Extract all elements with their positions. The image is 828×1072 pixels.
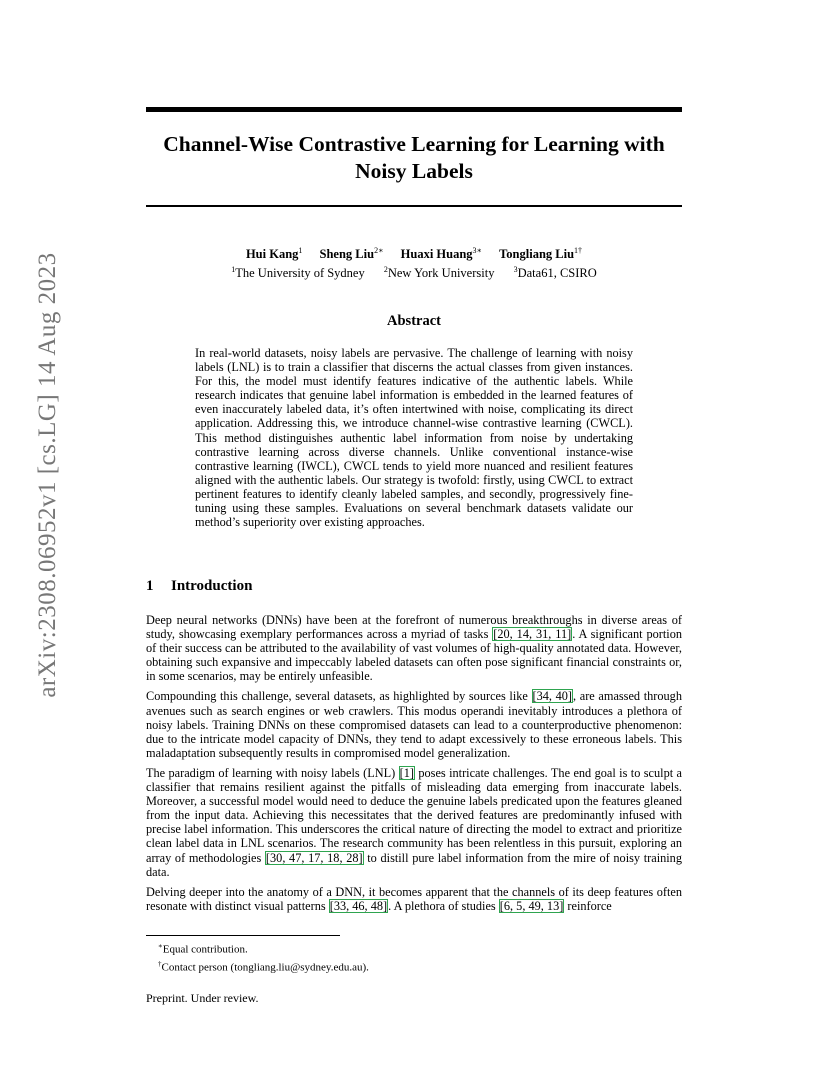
- affiliation-name: The University of Sydney: [235, 266, 365, 281]
- title-bottom-rule: [146, 205, 682, 207]
- author-mark: 3∗: [472, 246, 482, 255]
- citation-link[interactable]: [30, 47, 17, 18, 28]: [265, 850, 363, 865]
- citation-link[interactable]: [6, 5, 49, 13]: [499, 898, 564, 913]
- citation-link[interactable]: [1]: [399, 765, 414, 780]
- footnote: †Contact person (tongliang.liu@sydney.edu.au).: [158, 959, 369, 974]
- paragraph: Deep neural networks (DNNs) have been at the forefront of numerous breakthroughs in diverse areas of study, showcasing exemplary performances across a myriad of tasks [20, 14, 31, 11]. A significant portion of their success can be attributed to the availability of vast volumes of high-quality annotated data. However, obtaining such expansive and impeccably labeled datasets can often pose significant financial constraints or, in some scenarios, may be entirely unfeasible.: [146, 613, 682, 684]
- author-names: [146, 243, 682, 262]
- section-heading: [146, 578, 252, 595]
- footnote: ∗Equal contribution.: [158, 942, 248, 956]
- footnote-rule: [146, 935, 340, 936]
- citation-link[interactable]: [34, 40]: [532, 689, 573, 704]
- section-title: Introduction: [171, 578, 253, 594]
- author-name: Huaxi Huang: [400, 247, 473, 262]
- affiliation-name: New York University: [387, 266, 495, 281]
- citation-link[interactable]: [20, 14, 31, 11]: [493, 627, 572, 642]
- author-name: Sheng Liu: [319, 247, 375, 262]
- section-number: 1: [146, 578, 154, 594]
- paper-title: Channel-Wise Contrastive Learning for Learning with Noisy Labels: [163, 132, 665, 183]
- footnotes: [158, 939, 369, 974]
- citation-link[interactable]: [33, 46, 48]: [329, 898, 388, 913]
- title-top-rule: [146, 107, 682, 112]
- abstract-heading: Abstract: [387, 313, 441, 329]
- arxiv-identifier: arXiv:2308.06952v1 [cs.LG] 14 Aug 2023: [34, 252, 61, 698]
- affiliation-mark: 3: [513, 265, 518, 275]
- affiliation-mark: 2: [383, 265, 388, 275]
- abstract-text: In real-world datasets, noisy labels are pervasive. The challenge of learning with noisy labels (LNL) is to train a classifier that discerns the actual classes from given instances. For this, the model must identify features indicative of the authentic labels. While research indicates that genuine label information is embedded in the learned features of even inaccurately labeled data, it’s often intertwined with noise, complicating its direct application. Addressing this, we introduce channel-wise contrastive learning (CWCL). This method distinguishes authentic label information from noise by undertaking contrastive learning across diverse channels. Unlike conventional instance-wise contrastive learning (IWCL), CWCL tends to yield more nuanced and resilient features aligned with the authentic labels. Our strategy is twofold: firstly, using CWCL to extract pertinent features to identify cleanly labeled samples, and secondly, progressively fine-tuning using these samples. Evaluations on several benchmark datasets validate our method’s superiority over existing approaches.: [195, 346, 633, 530]
- affiliation-name: Data61, CSIRO: [517, 266, 597, 281]
- introduction-body: [146, 613, 682, 919]
- affiliation-mark: 1: [231, 265, 236, 275]
- paragraph: Delving deeper into the anatomy of a DNN, it becomes apparent that the channels of its deep features often resonate with distinct visual patterns [33, 46, 48]. A plethora of studies [6, 5, 49, 13] reinforce: [146, 884, 682, 913]
- affiliations: [146, 262, 682, 281]
- author-mark: 1: [298, 246, 303, 255]
- paragraph: Compounding this challenge, several datasets, as highlighted by sources like [34, 40], are amassed through avenues such as search engines or web crawlers. This modus operandi inevitably introduces a plethora of noisy labels. Training DNNs on these compromised datasets can lead to a counterproductive phenomenon: due to the intricate model capacity of DNNs, they tend to adapt excessively to these erroneous labels. This maladaptation subsequently results in compromised model generalization.: [146, 689, 682, 760]
- author-name: Hui Kang: [245, 247, 299, 262]
- author-mark: 1†: [574, 246, 583, 255]
- author-mark: 2∗: [374, 246, 384, 255]
- author-name: Tongliang Liu: [499, 247, 575, 262]
- preprint-note: Preprint. Under review.: [146, 991, 259, 1005]
- paragraph: The paradigm of learning with noisy labels (LNL) [1] poses intricate challenges. The end goal is to sculpt a classifier that remains resilient against the pitfalls of misleading data emerging from inaccurate labels. Moreover, a successful model would need to deduce the genuine labels predicated upon the features gleaned from the input data. Achieving this necessitates that the derived features are predominantly infused with precise label information. This underscores the critical nature of directing the model to extract and prioritize clean label data in LNL scenarios. The research community has been relentless in this pursuit, exploring an array of methodologies [30, 47, 17, 18, 28] to distill pure label information from the mire of noisy training data.: [146, 765, 682, 879]
- author-block: [146, 243, 682, 281]
